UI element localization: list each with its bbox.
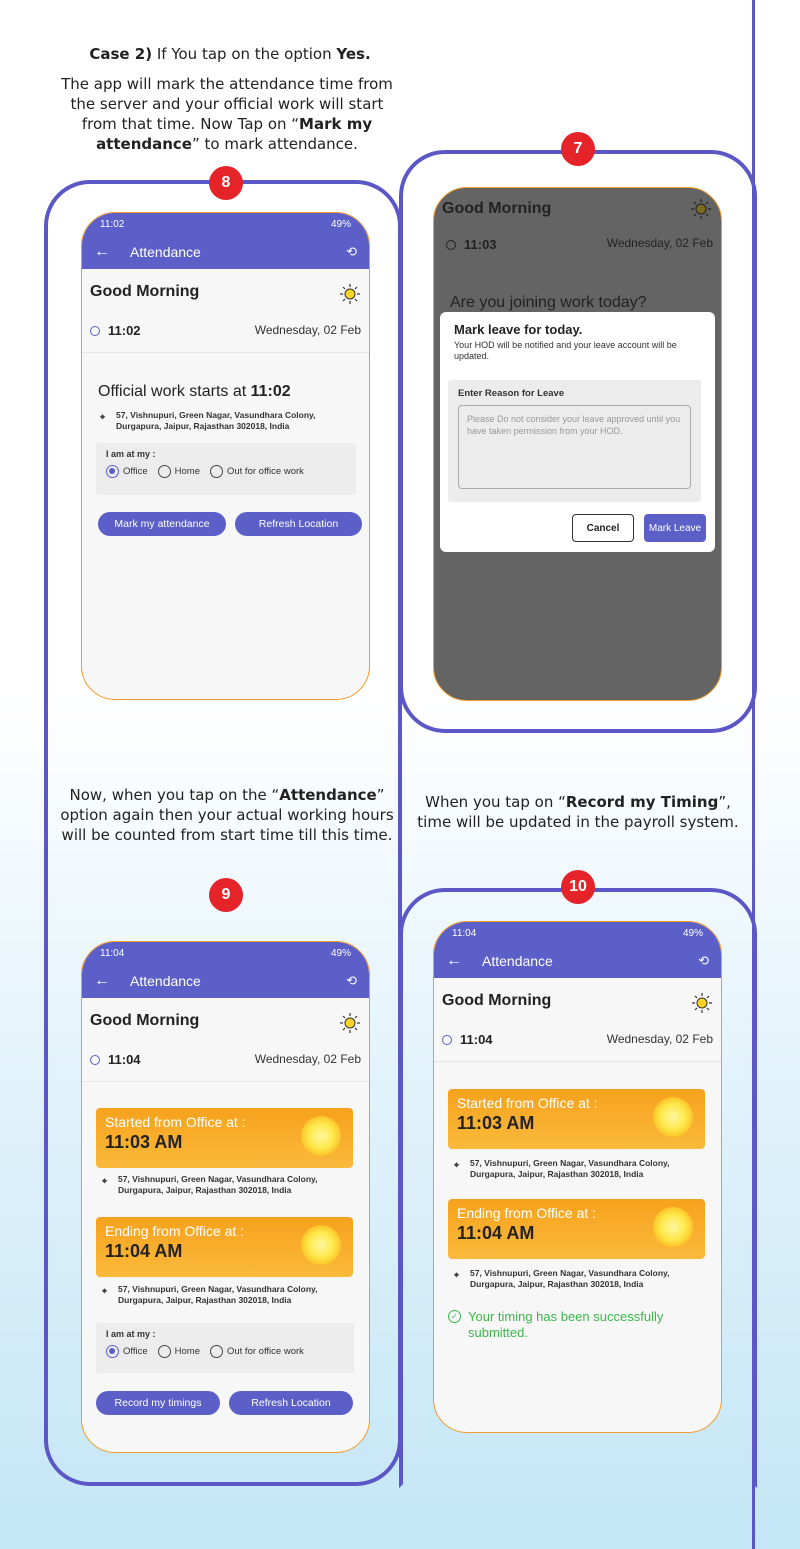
reason-section	[448, 380, 701, 502]
location-address: ⌖ 57, Vishnupuri, Green Nagar, Vasundhara Colony, Durgapura, Jaipur, Rajasthan 302018, India	[100, 410, 316, 431]
joining-question: Are you joining work today?	[450, 294, 647, 311]
record-timings-button[interactable]: Record my timings	[96, 1391, 220, 1415]
app-bar	[82, 235, 369, 269]
app-bar	[82, 964, 369, 998]
step-number-7: 7	[561, 132, 595, 166]
greeting-section	[82, 269, 369, 353]
end-address: ⌖ 57, Vishnupuri, Green Nagar, Vasundhara Colony, Durgapura, Jaipur, Rajasthan 302018, India	[102, 1284, 318, 1305]
history-icon[interactable]: ⟲	[346, 244, 357, 259]
current-time: 11:04	[90, 1052, 141, 1067]
clock-icon	[442, 1035, 452, 1045]
case-caption: Case 2) If You tap on the option Yes.	[89, 45, 371, 63]
location-type-group	[96, 1323, 354, 1373]
started-card	[448, 1089, 705, 1149]
phone-screen-9	[81, 941, 370, 1453]
start-address: ⌖ 57, Vishnupuri, Green Nagar, Vasundhara Colony, Durgapura, Jaipur, Rajasthan 302018, India	[454, 1158, 670, 1179]
cancel-button[interactable]: Cancel	[572, 514, 634, 542]
location-pin-icon: ⌖	[454, 1160, 460, 1170]
step-number-10: 10	[561, 870, 595, 904]
current-time: 11:03	[446, 237, 497, 252]
radio-office[interactable]: Office	[106, 1345, 148, 1358]
ending-time: 11:04 AM	[105, 1241, 183, 1261]
step9-caption: Now, when you tap on the “Attendance” option again then your actual working hours will be counted from start time till this time.	[60, 786, 394, 844]
iam-at-label: I am at my :	[106, 1329, 156, 1339]
started-label: Started from Office at :	[105, 1114, 246, 1130]
greeting: Good Morning	[442, 200, 552, 217]
clock-icon	[90, 1055, 100, 1065]
ending-label: Ending from Office at :	[457, 1205, 597, 1221]
step8-caption: The app will mark the attendance time from the server and your official work will start from that time. Now Tap on “Mark my attendance” to mark attendance.	[61, 75, 393, 153]
greeting-section	[434, 978, 721, 1062]
step10-caption: When you tap on “Record my Timing”, time will be updated in the payroll system.	[417, 793, 739, 831]
sun-icon	[339, 283, 361, 305]
battery-indicator: 49%	[330, 947, 351, 959]
status-bar	[434, 922, 721, 944]
back-arrow-icon[interactable]: ←	[94, 243, 110, 260]
status-time: 11:04	[100, 947, 125, 959]
location-pin-icon: ⌖	[454, 1270, 460, 1280]
step-number-9: 9	[209, 878, 243, 912]
clock-icon	[446, 240, 456, 250]
ending-card	[448, 1199, 705, 1259]
battery-indicator: 49%	[682, 927, 703, 939]
greeting: Good Morning	[90, 1012, 200, 1029]
ending-time: 11:04 AM	[457, 1223, 535, 1243]
battery-indicator: 49%	[330, 218, 351, 230]
mark-attendance-button[interactable]: Mark my attendance	[98, 512, 226, 536]
ending-label: Ending from Office at :	[105, 1223, 245, 1239]
radio-out-for-work[interactable]: Out for office work	[210, 1345, 304, 1358]
greeting-section	[82, 998, 369, 1082]
refresh-location-button[interactable]: Refresh Location	[229, 1391, 353, 1415]
location-pin-icon: ⌖	[102, 1286, 108, 1296]
app-title: Attendance	[482, 953, 553, 969]
refresh-location-button[interactable]: Refresh Location	[235, 512, 362, 536]
reason-label: Enter Reason for Leave	[458, 388, 565, 399]
end-address: ⌖ 57, Vishnupuri, Green Nagar, Vasundhara Colony, Durgapura, Jaipur, Rajasthan 302018, India	[454, 1268, 670, 1289]
started-label: Started from Office at :	[457, 1095, 598, 1111]
radio-office[interactable]: Office	[106, 465, 148, 478]
check-circle-icon: ✓	[448, 1310, 461, 1323]
app-title: Attendance	[130, 244, 201, 260]
ending-card	[96, 1217, 353, 1277]
greeting: Good Morning	[442, 992, 552, 1009]
mark-leave-dialog	[440, 312, 715, 552]
greeting: Good Morning	[90, 283, 200, 300]
back-arrow-icon[interactable]: ←	[94, 972, 110, 989]
current-date: Wednesday, 02 Feb	[606, 236, 713, 250]
clock-icon	[90, 326, 100, 336]
current-date: Wednesday, 02 Feb	[254, 1052, 361, 1066]
location-pin-icon: ⌖	[102, 1176, 108, 1186]
history-icon[interactable]: ⟲	[698, 953, 709, 968]
sun-icon	[691, 992, 713, 1014]
dialog-description: Your HOD will be notified and your leave account will be updated.	[454, 340, 677, 361]
app-bar	[434, 944, 721, 978]
iam-at-label: I am at my :	[106, 449, 156, 459]
status-bar	[82, 213, 369, 235]
started-time: 11:03 AM	[457, 1113, 535, 1133]
sun-icon	[690, 198, 712, 220]
current-time: 11:02	[90, 323, 141, 338]
status-time: 11:04	[452, 927, 477, 939]
started-card	[96, 1108, 353, 1168]
phone-screen-10	[433, 921, 722, 1433]
mark-leave-button[interactable]: Mark Leave	[644, 514, 706, 542]
current-time: 11:04	[442, 1032, 493, 1047]
current-date: Wednesday, 02 Feb	[254, 323, 361, 337]
reason-textarea[interactable]: Please Do not consider your leave approved until you have taken permission from your HOD.	[458, 405, 691, 489]
step-number-8: 8	[209, 166, 243, 200]
phone-screen-8	[81, 212, 370, 700]
status-bar	[82, 942, 369, 964]
radio-home[interactable]: Home	[158, 1345, 200, 1358]
current-date: Wednesday, 02 Feb	[606, 1032, 713, 1046]
sun-icon	[339, 1012, 361, 1034]
history-icon[interactable]: ⟲	[346, 973, 357, 988]
phone-screen-7	[433, 187, 722, 701]
location-pin-icon: ⌖	[100, 412, 106, 422]
official-start-text: Official work starts at 11:02	[98, 383, 291, 400]
success-message: ✓ Your timing has been successfully submitted.	[448, 1309, 698, 1341]
location-type-group	[96, 443, 356, 495]
dialog-title: Mark leave for today.	[454, 322, 583, 337]
radio-home[interactable]: Home	[158, 465, 200, 478]
back-arrow-icon[interactable]: ←	[446, 952, 462, 969]
started-time: 11:03 AM	[105, 1132, 183, 1152]
start-address: ⌖ 57, Vishnupuri, Green Nagar, Vasundhara Colony, Durgapura, Jaipur, Rajasthan 302018, India	[102, 1174, 318, 1195]
radio-out-for-work[interactable]: Out for office work	[210, 465, 304, 478]
app-title: Attendance	[130, 973, 201, 989]
status-time: 11:02	[100, 218, 125, 230]
